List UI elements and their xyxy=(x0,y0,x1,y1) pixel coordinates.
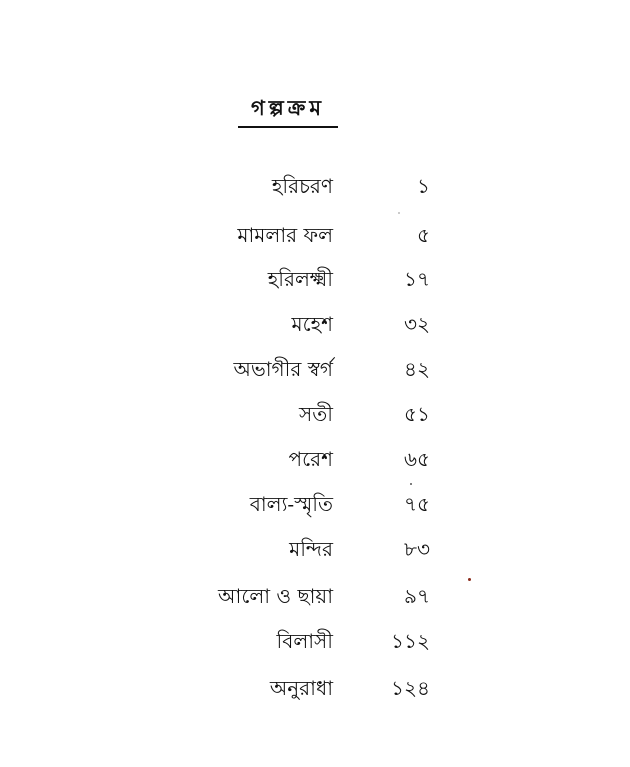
toc-entry-title: মামলার ফল xyxy=(237,223,333,247)
toc-entry-title: মহেশ xyxy=(291,312,333,336)
toc-entry-title: হরিলক্ষ্মী xyxy=(267,267,333,291)
toc-entry[interactable] xyxy=(0,581,630,611)
toc-entry-title: আলো ও ছায়া xyxy=(217,584,333,608)
toc-entry[interactable] xyxy=(0,309,630,339)
toc-entry-title: বিলাসী xyxy=(276,629,333,653)
toc-entry-page: ১১২ xyxy=(391,629,430,653)
toc-entry-page: ৫১ xyxy=(404,402,430,426)
toc-entry-page: ৬৫ xyxy=(404,447,430,471)
toc-entry-page: ৩২ xyxy=(403,312,430,336)
print-speck xyxy=(468,578,471,581)
toc-entry-page: ১৭ xyxy=(404,267,430,291)
toc-entry[interactable] xyxy=(0,220,630,250)
toc-entry-page: ৯৭ xyxy=(404,584,430,608)
toc-entry[interactable] xyxy=(0,264,630,294)
toc-entry-page: ৮৩ xyxy=(404,537,430,561)
toc-entry-page: ৭৫ xyxy=(404,492,430,516)
toc-entry-title: পরেশ xyxy=(288,447,333,471)
toc-entry-page: ৫ xyxy=(417,223,430,247)
contents-heading: গল্পক্রম xyxy=(251,95,325,120)
toc-entry[interactable] xyxy=(0,534,630,564)
toc-entry-page: ৪২ xyxy=(404,357,430,381)
toc-entry[interactable] xyxy=(0,489,630,519)
toc-entry[interactable] xyxy=(0,171,630,201)
toc-entry-title: মন্দির xyxy=(289,537,333,561)
toc-entry[interactable] xyxy=(0,626,630,656)
print-speck xyxy=(398,212,400,214)
print-speck xyxy=(410,483,412,485)
toc-entry-title: অভাগীর স্বর্গ xyxy=(233,357,333,381)
toc-entry-title: বাল্য-স্মৃতি xyxy=(249,492,333,516)
toc-entry-title: হরিচরণ xyxy=(271,174,333,198)
toc-entry-page: ১২৪ xyxy=(391,676,430,700)
toc-entry-title: অনুরাধা xyxy=(269,676,333,700)
toc-entry[interactable] xyxy=(0,354,630,384)
toc-entry[interactable] xyxy=(0,399,630,429)
toc-entry-page: ১ xyxy=(417,174,430,198)
toc-entry[interactable] xyxy=(0,444,630,474)
toc-entry-title: সতী xyxy=(299,402,333,426)
heading-underline xyxy=(238,126,338,128)
toc-entry[interactable] xyxy=(0,673,630,703)
